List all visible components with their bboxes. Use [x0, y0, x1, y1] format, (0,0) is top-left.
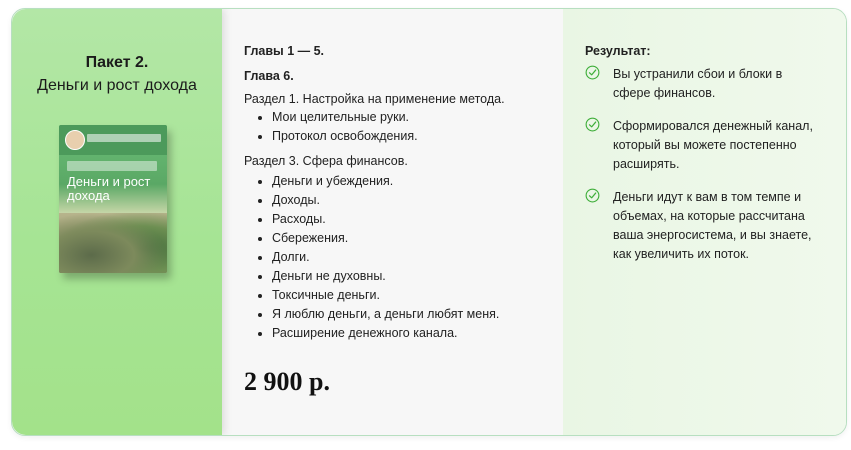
result-text: Вы устранили сбои и блоки в сфере финансов. — [613, 67, 783, 100]
section3-list — [244, 172, 499, 343]
contents-column — [244, 9, 564, 435]
list-item: • Сбережения. — [272, 229, 499, 248]
check-circle-icon — [585, 188, 600, 203]
list-item: • Токсичные деньги. — [272, 286, 499, 305]
result-text: Сформировался денежный канал, который вы можете постепенно расширять. — [613, 119, 813, 171]
book-author-line — [87, 134, 161, 142]
chapters-heading: Главы 1 — 5. — [244, 44, 325, 58]
section1-title: Раздел 1. Настройка на применение метода. — [244, 92, 505, 106]
chapter6-heading: Глава 6. — [244, 69, 294, 83]
section1-list — [244, 108, 418, 146]
check-circle-icon — [585, 65, 600, 80]
list-item: • Доходы. — [272, 191, 499, 210]
list-item: • Расширение денежного канала. — [272, 324, 499, 343]
book-cover-title: Деньги и рост дохода — [67, 174, 151, 203]
book-cover-image — [59, 125, 167, 273]
price: 2 900 р. — [244, 367, 330, 396]
list-item: • Протокол освобождения. — [272, 127, 418, 146]
result-text: Деньги идут к вам в том темпе и объемах, на которые рассчитана ваша энергосистема, и вы знаете, как увеличить их поток. — [613, 190, 812, 261]
list-item: • Долги. — [272, 248, 499, 267]
book-subtitle-line — [67, 161, 157, 171]
list-item: • Деньги не духовны. — [272, 267, 499, 286]
check-circle-icon — [585, 117, 600, 132]
list-item: • Деньги и убеждения. — [272, 172, 499, 191]
author-avatar — [65, 130, 85, 150]
package-subtitle: Деньги и рост дохода — [37, 77, 197, 94]
section3-title: Раздел 3. Сфера финансов. — [244, 154, 408, 168]
package-title: Пакет 2. — [85, 54, 149, 71]
list-item: • Расходы. — [272, 210, 499, 229]
results-panel — [563, 9, 846, 435]
list-item: • Мои целительные руки. — [272, 108, 418, 127]
package-card — [11, 8, 847, 436]
list-item: • Я люблю деньги, а деньги любят меня. — [272, 305, 499, 324]
book-cover-illustration — [59, 213, 167, 273]
results-title: Результат: — [585, 44, 651, 58]
package-panel — [12, 9, 222, 435]
